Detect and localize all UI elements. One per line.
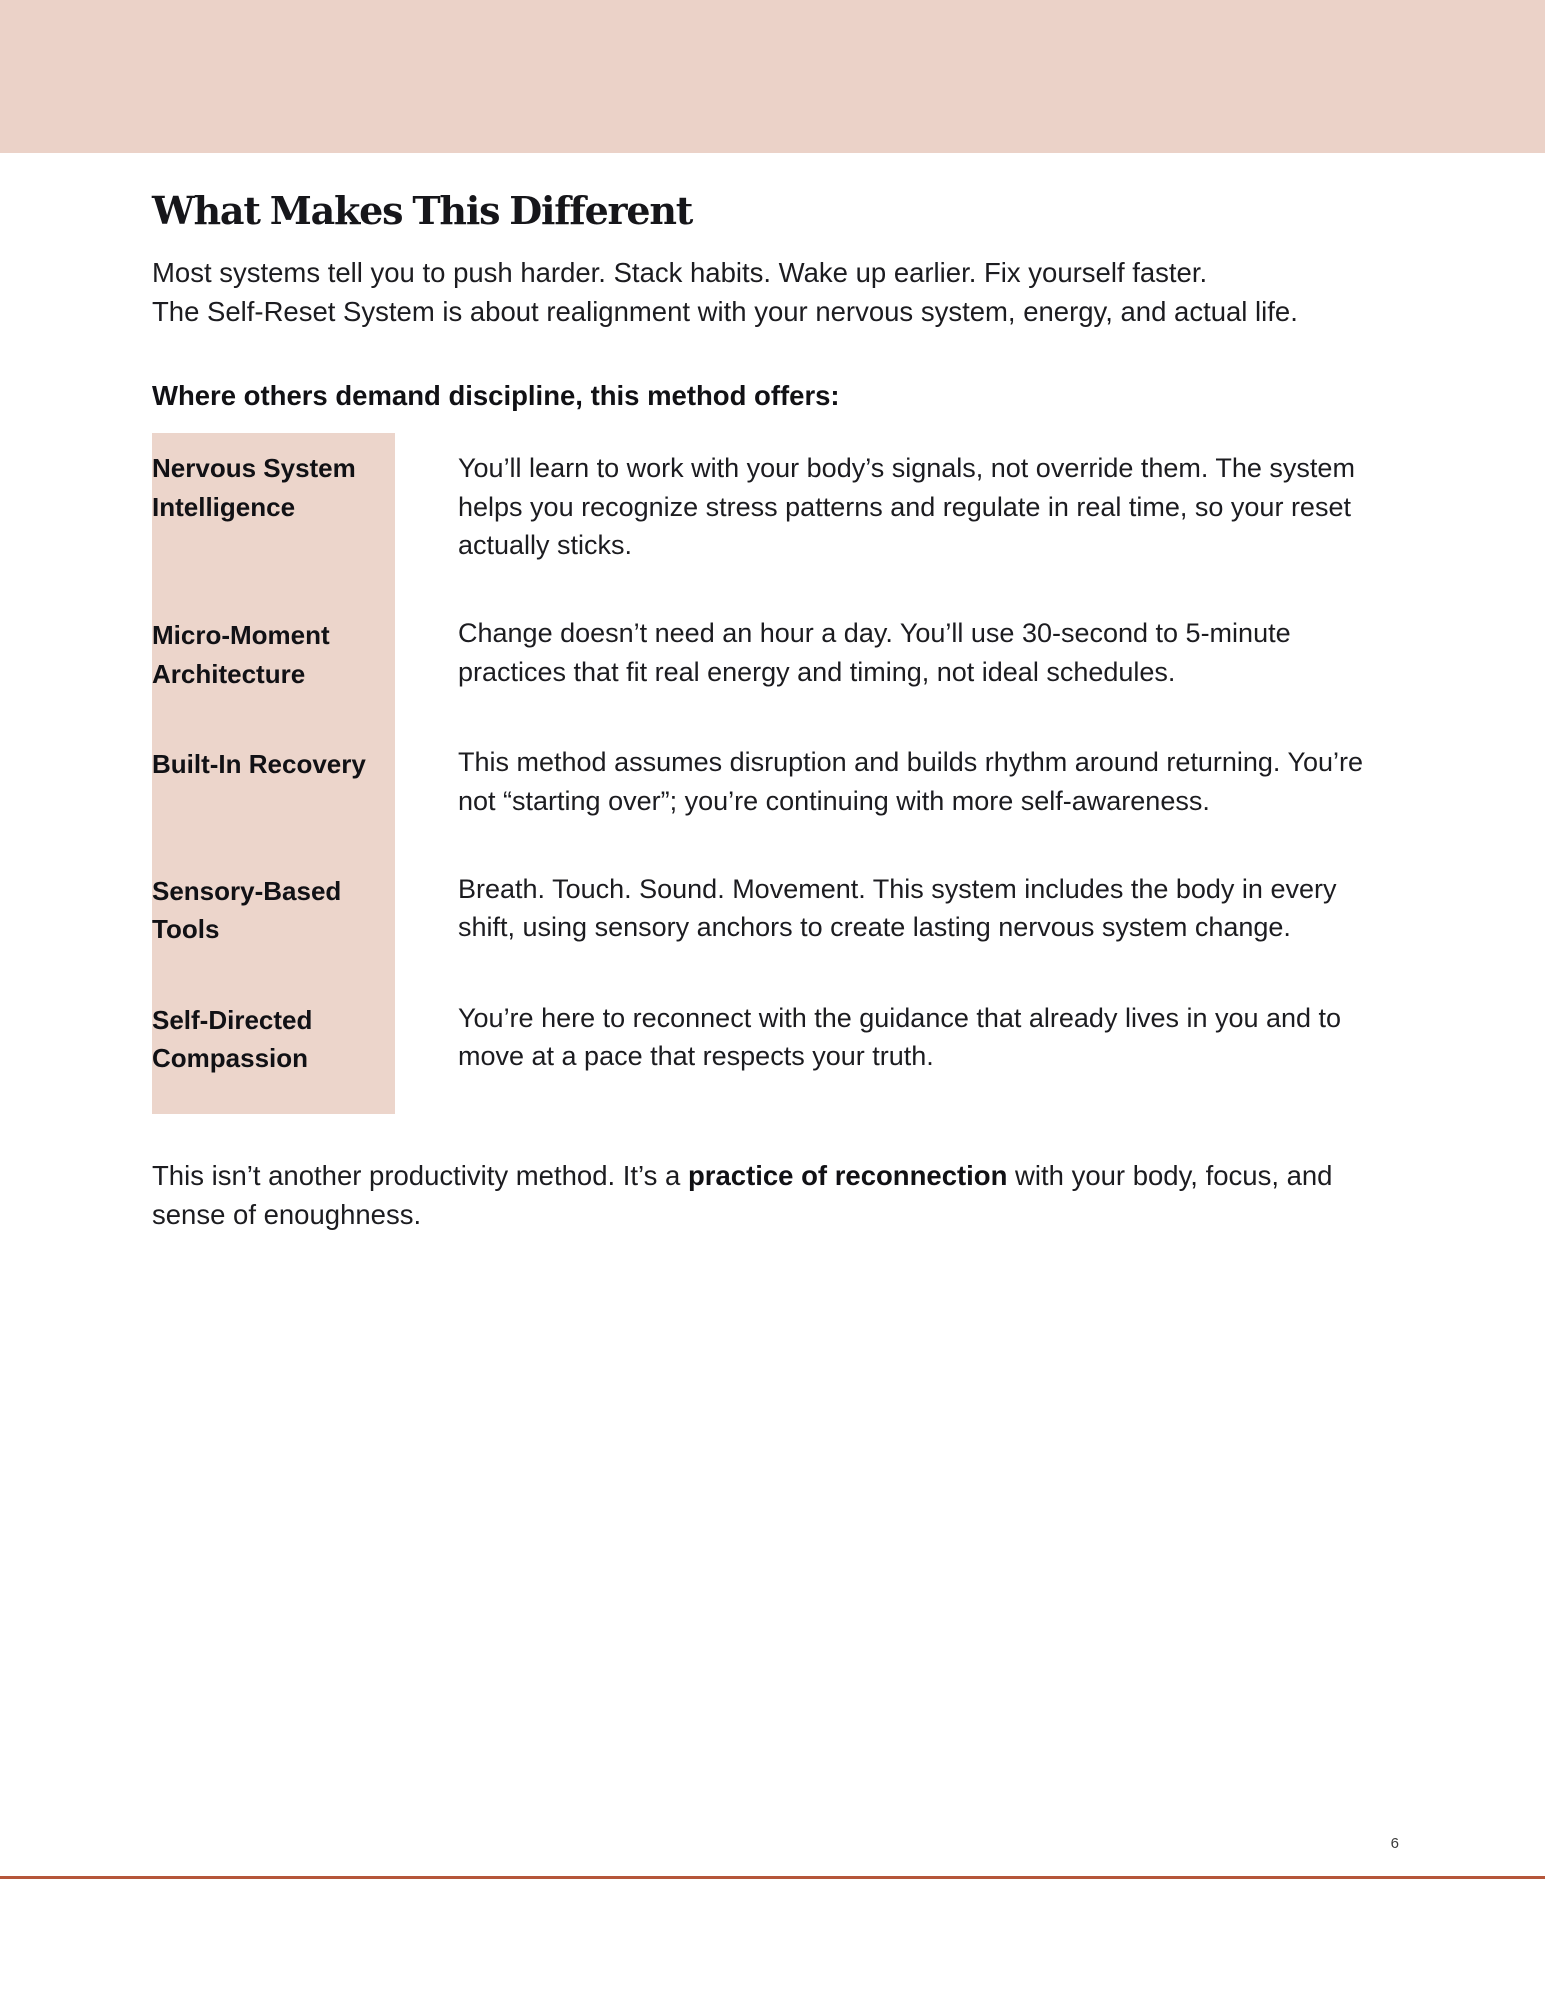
offer-label-self-directed-compassion: Self-Directed Compassion	[152, 985, 395, 1114]
table-gutter	[395, 729, 428, 856]
closing-text-emphasis: practice of reconnection	[688, 1159, 1008, 1191]
offer-label-built-in-recovery: Built-In Recovery	[152, 729, 395, 856]
offer-label-micro-moment-architecture: Micro-Moment Architecture	[152, 600, 395, 729]
table-gutter	[395, 433, 428, 600]
offers-table	[152, 433, 1367, 1113]
offers-lead-in: Where others demand discipline, this method offers:	[152, 379, 840, 411]
intro-paragraphs	[152, 253, 1392, 332]
offer-label-sensory-based-tools: Sensory-Based Tools	[152, 856, 395, 985]
closing-paragraph	[152, 1156, 1342, 1235]
offer-label-nervous-system-intelligence: Nervous System Intelligence	[152, 433, 395, 600]
offer-description-self-directed-compassion: You’re here to reconnect with the guidance that already lives in you and to move at a pace that respects your truth.	[458, 1002, 1342, 1072]
offer-description-sensory-based-tools: Breath. Touch. Sound. Movement. This system includes the body in every shift, using sensory anchors to create lasting nervous system change.	[458, 873, 1337, 943]
offer-description-nervous-system-intelligence: You’ll learn to work with your body’s signals, not override them. The system helps you recognize stress patterns and regulate in real time, so your reset actually sticks.	[458, 453, 1355, 560]
page-title: What Makes This Different	[152, 188, 693, 233]
footer-rule	[0, 1876, 1545, 1879]
intro-paragraph-2: The Self-Reset System is about realignment with your nervous system, energy, and actual life.	[152, 296, 1298, 328]
table-gutter	[395, 600, 428, 729]
table-row	[152, 600, 1367, 729]
offer-description-built-in-recovery: This method assumes disruption and builds rhythm around returning. You’re not “starting over”; you’re continuing with more self-awareness.	[458, 747, 1364, 816]
page-number: 6	[1390, 1835, 1399, 1852]
table-row	[152, 433, 1367, 600]
table-row	[152, 856, 1367, 985]
closing-text-before: This isn’t another productivity method. It’s a	[152, 1159, 688, 1191]
table-row	[152, 985, 1367, 1114]
table-row	[152, 729, 1367, 856]
table-gutter	[395, 856, 428, 985]
header-color-band	[0, 0, 1545, 153]
page-content	[152, 190, 1392, 1262]
offer-description-micro-moment-architecture: Change doesn’t need an hour a day. You’ll use 30-second to 5-minute practices that fit real energy and timing, not ideal schedules.	[458, 618, 1291, 687]
intro-paragraph-1: Most systems tell you to push harder. Stack habits. Wake up earlier. Fix yourself faster.	[152, 256, 1208, 288]
closing-text-after: with your body, focus, and sense of enoughness.	[152, 1159, 1333, 1231]
table-gutter	[395, 985, 428, 1114]
